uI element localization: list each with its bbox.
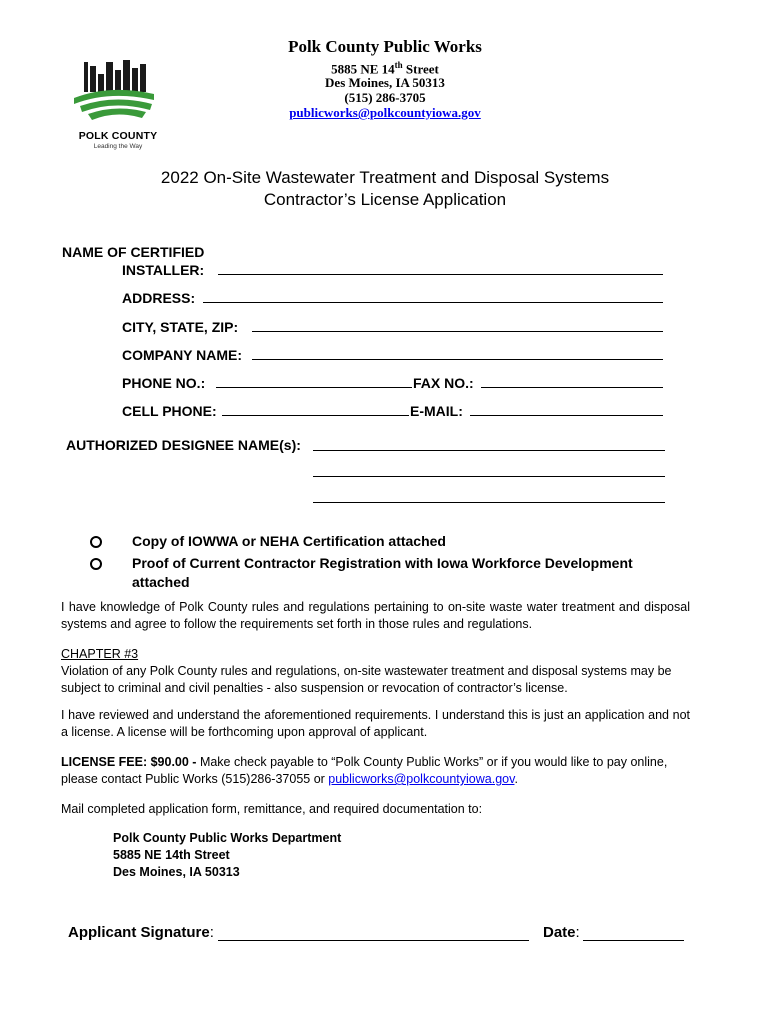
installer-label-line2: INSTALLER: [122,262,205,278]
cell-phone-label: CELL PHONE: [122,403,217,419]
checklist-item-registration: Proof of Current Contractor Registration with Iowa Workforce Development attached [132,555,633,590]
installer-name-field[interactable] [218,274,663,275]
date-colon: : [575,924,580,941]
company-name-field[interactable] [252,359,663,360]
polk-county-logo [70,58,166,154]
organization-title: Polk County Public Works [288,37,482,56]
mail-address-line1: Polk County Public Works Department [113,831,342,845]
form-title-line2: Contractor’s License Application [263,190,507,209]
designee-field-2[interactable] [313,476,665,477]
header-email-link[interactable]: publicworks@polkcountyiowa.gov [289,105,481,120]
checklist-item-certification: Copy of IOWWA or NEHA Certification attached [132,533,446,549]
logo-name: POLK COUNTY [78,130,158,142]
signature-label-text: Applicant Signature [68,924,210,941]
chapter-section [61,646,690,697]
email-label: E-MAIL: [410,403,463,419]
email-field[interactable] [470,415,663,416]
chapter-title: CHAPTER #3 [61,647,139,661]
license-fee-label: LICENSE FEE: $90.00 - [61,755,197,769]
license-fee-text: Make check payable to “Polk County Public Works” or if you would like to pay online, please contact Public Works (515)286-37055 or [61,755,668,786]
fax-field[interactable] [481,387,663,388]
city-state-zip-label: CITY, STATE, ZIP: [122,319,239,335]
fee-end: . [514,772,518,786]
logo-tagline: Leading the Way [93,143,143,150]
city-state-zip-field[interactable] [252,331,663,332]
checklist-bullet-2[interactable] [90,558,102,570]
street-name: Street [402,61,439,77]
date-field[interactable] [583,940,684,941]
header-city: Des Moines, IA 50313 [325,75,445,90]
company-name-label: COMPANY NAME: [122,347,243,363]
designee-field-1[interactable] [313,450,665,451]
address-field[interactable] [203,302,663,303]
form-title-line1: 2022 On-Site Wastewater Treatment and Disposal Systems [160,168,610,187]
form-title [0,167,770,211]
street-number: 5885 NE 14 [331,61,395,77]
designee-field-3[interactable] [313,502,665,503]
chapter-text: Violation of any Polk County rules and regulations, on-site wastewater treatment and disposal systems may be subject to criminal and civil penalties - also suspension or revocation of contractor’s license. [61,664,672,695]
reviewed-statement: I have reviewed and understand the aforementioned requirements. I understand this is just an application and not a license. A license will be forthcoming upon approval of applicant. [61,708,690,739]
date-label-text: Date [543,924,576,941]
checklist-bullet-1[interactable] [90,536,102,548]
mail-address [113,830,341,881]
mail-address-line3: Des Moines, IA 50313 [113,865,240,879]
signature-label [68,924,214,941]
signature-field[interactable] [218,940,529,941]
fax-label: FAX NO.: [413,375,474,391]
phone-field[interactable] [216,387,412,388]
street-suffix: th [394,60,403,70]
knowledge-statement: I have knowledge of Polk County rules and regulations pertaining to on-site waste water treatment and disposal systems and agree to follow the requirements set forth in those rules and regulations. [61,600,690,631]
installer-label-line1: NAME OF CERTIFIED [62,244,205,260]
license-fee-paragraph [61,754,690,788]
cell-phone-field[interactable] [222,415,409,416]
mail-instruction: Mail completed application form, remittance, and required documentation to: [61,802,483,816]
mail-address-line2: 5885 NE 14th Street [113,848,230,862]
fee-email-link[interactable]: publicworks@polkcountyiowa.gov [328,772,515,786]
header-phone: (515) 286-3705 [344,90,426,105]
designee-label: AUTHORIZED DESIGNEE NAME(s): [66,437,301,453]
phone-label: PHONE NO.: [122,375,206,391]
address-label: ADDRESS: [122,290,196,306]
date-label [543,924,580,941]
signature-colon: : [209,924,214,941]
